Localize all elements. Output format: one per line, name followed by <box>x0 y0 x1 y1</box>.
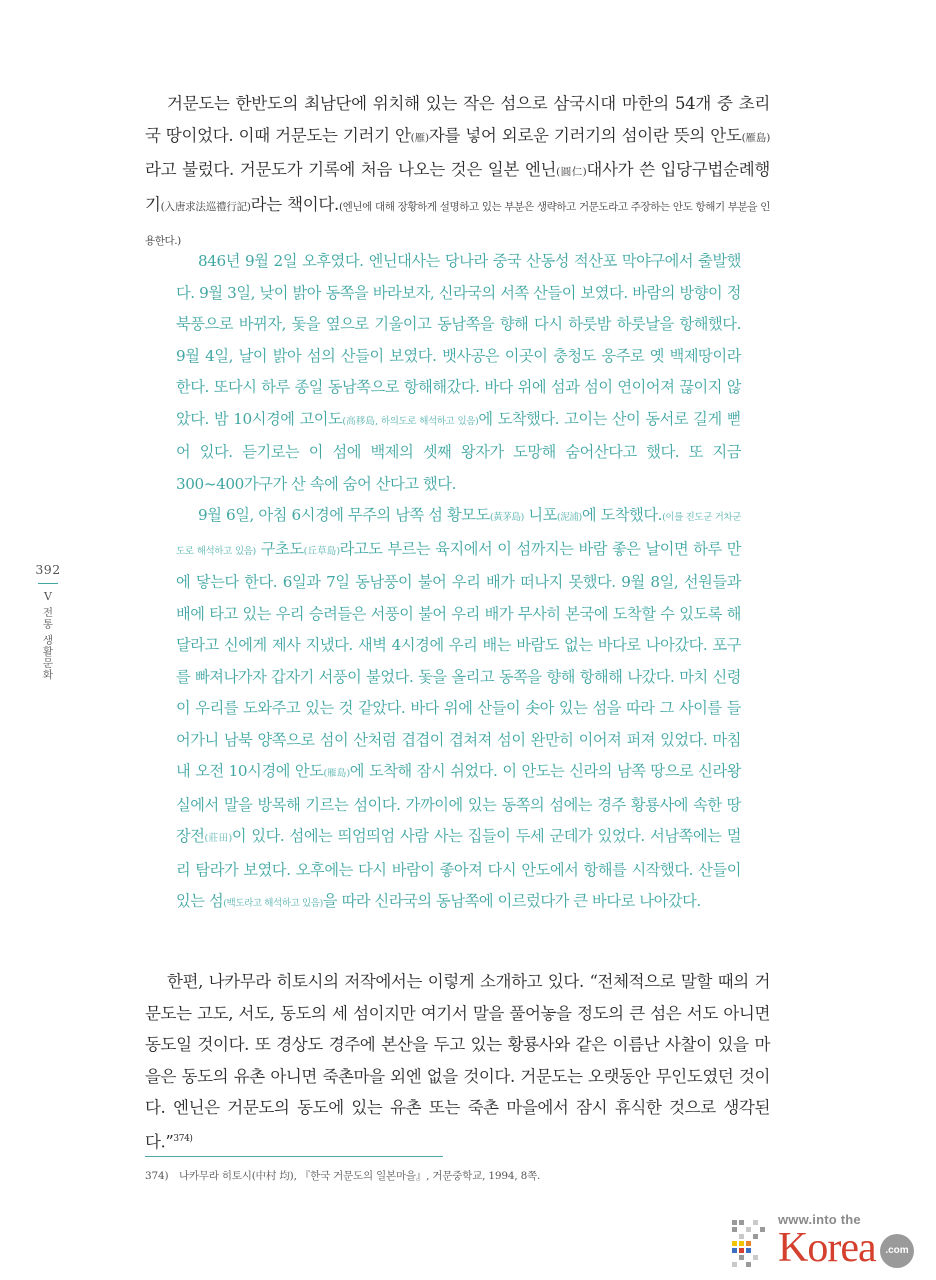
closing-text: 한편, 나카무라 히토시의 저작에서는 이렇게 소개하고 있다. “전체적으로 말할 때의 거문도는 고도, 서도, 동도의 세 섬이지만 여기서 말을 풀어놓을 정도의 큰 섬은 서도 아니면 동도일 것이다. 또 경상도 경주에 본산을 두고 있는 황룡사와 같은 이름난 사찰이 있을 마을은 동도의 유촌 아니면 죽촌마을 외엔 없을 것이다. 거문도는 오랫동안 무인도였던 것이다. 엔닌은 거문도의 동도에 있는 유촌 또는 죽촌 마을에서 잠시 휴식한 것으로 생각된다.” <box>145 972 770 1151</box>
quote-text: 846년 9월 2일 오후였다. 엔닌대사는 당나라 중국 산동성 적산포 막야구에서 출발했다. 9월 3일, 낮이 밝아 동쪽을 바라보자, 신라국의 서쪽 산들이 보였다. 바람의 방향이 정북풍으로 바뀌자, 돛을 옆으로 기울이고 동남쪽을 향해 다시 하룻밤 하룻날을 항해했다. 9월 4일, 날이 밝아 섬의 산들이 보였다. 뱃사공은 이곳이 충청도 웅주로 옛 백제땅이라 한다. 또다시 하루 종일 동남쪽으로 항해해갔다. 바다 위에 섬과 섬이 연이어져 끊이지 않았다. 밤 10시경에 고이도 <box>176 252 741 428</box>
quote-text: 에 도착했다. 고이는 산이 동서로 길게 뻗어 있다. 듣기로는 이 섬에 백제의 셋째 왕자가 도망해 숨어산다고 했다. 또 지금 300~400가구가 산 속에 숨어 산다고 했다. <box>176 409 741 493</box>
hanja-annotation: (雁島) <box>741 131 771 144</box>
quote-annotation: (雁島) <box>323 768 350 779</box>
hanja-annotation: (雁) <box>410 131 429 144</box>
intro-text-3: 자를 넣어 외로운 기러기의 섬이란 뜻의 안도 <box>428 125 742 145</box>
footnote <box>145 1168 540 1183</box>
hanja-annotation: (圓仁) <box>556 166 587 178</box>
quote-paragraph-1 <box>176 246 741 500</box>
quote-annotation: (莊田) <box>204 833 232 844</box>
quote-annotation: (黃茅島) <box>489 512 524 523</box>
closing-paragraph <box>145 966 770 1158</box>
quote-text: 을 따라 신라국의 동남쪽에 이르렀다가 큰 바다로 나아갔다. <box>322 892 701 910</box>
intro-paragraph <box>145 88 770 258</box>
quote-annotation: (高移島, 하의도로 해석하고 있음) <box>342 415 479 427</box>
footnote-reference[interactable]: 374) <box>173 1133 193 1144</box>
quoted-passage <box>176 246 741 920</box>
intro-text-1: 거문도는 한반도의 최남단에 위치해 있는 작은 섬으로 삼국시대 마한의 54개 중 초리국 땅이었다. 이때 거문도는 기러기 안 <box>145 94 770 145</box>
footnote-divider <box>145 1156 443 1157</box>
logo-wordmark: Korea <box>778 1225 876 1271</box>
side-divider <box>38 583 58 584</box>
footnote-text: 나카무라 히토시(中村 均), 『한국 거문도의 일본마을』, 거문중학교, 1994, 8쪽. <box>179 1170 541 1182</box>
side-marker <box>30 562 66 680</box>
quote-annotation: (이를 진도군 거차군도로 해석하고 있음) <box>176 512 741 557</box>
quote-annotation: (백도라고 해석하고 있음) <box>223 898 323 909</box>
hanja-annotation: (入唐求法巡禮行記) <box>160 200 251 213</box>
quote-annotation: (泥浦) <box>556 512 582 523</box>
logo-pixel-grid-icon <box>732 1220 772 1270</box>
intro-text-7: 대사가 쓴 입당구법순례행기 <box>145 160 771 214</box>
intro-text-5: 라고 불렀다. 거문도가 기록에 처음 나오는 것은 일본 엔닌 <box>145 160 557 179</box>
quote-text: 라고도 부르는 육지에서 이 섬까지는 바람 좋은 날이면 하루 만에 닿는다 한다. 6일과 7일 동남풍이 불어 우리 배가 떠나지 못했다. 9월 8일, 선원들과 배에 타고 있는 우리 승려들은 서풍이 불어 우리 배가 무사히 본국에 도착할 수 있도록 해달라고 신에게 제사 지냈다. 새벽 4시경에 우리 배는 바람도 없는 바다로 나아갔다. 포구를 빠져나가자 갑자기 서풍이 불었다. 돛을 올리고 동쪽을 향해 항해해 나갔다. 마치 신령이 우리를 도와주고 있는 것 같았다. 바다 위에 산들이 솟아 있는 섬을 따라 그 사이를 들어가니 남북 양쪽으로 섬이 산처럼 겹겹이 겹쳐져 섬이 완만히 이어져 퍼져 있었다. 마침내 오전 10시경에 안도 <box>176 539 742 780</box>
quote-text: 9월 6일, 아침 6시경에 무주의 남쪽 섬 황모도 <box>198 506 490 524</box>
quote-text: 에 도착해 잠시 쉬었다. 이 안도는 신라의 남쪽 땅으로 신라왕실에서 말을 방목해 기르는 섬이다. 가까이에 있는 동쪽의 섬에는 경주 황룡사에 속한 땅 장전 <box>176 762 741 845</box>
intro-editor-note: (엔닌에 대해 장황하게 설명하고 있는 부분은 생략하고 거문도라고 주장하는 안도 항해기 부분을 인용한다.) <box>145 200 770 247</box>
quote-paragraph-2 <box>176 500 741 920</box>
chapter-number: V <box>44 590 52 603</box>
quote-text: 에 도착했다. <box>581 506 663 524</box>
logo-com-badge: .com <box>880 1234 914 1268</box>
intro-text-9: 라는 책이다. <box>250 194 339 214</box>
logo-small-text: www.into the <box>778 1212 861 1227</box>
quote-annotation: (丘草島) <box>303 545 340 557</box>
chapter-title: 전통 생활문화 <box>41 607 54 681</box>
footnote-number: 374) <box>145 1170 169 1182</box>
page-number: 392 <box>35 562 61 577</box>
quote-text: 구초도 <box>255 539 304 558</box>
quote-text: 이 있다. 섬에는 띄엄띄엄 사람 사는 집들이 두세 군데가 있었다. 서남쪽에는 멀리 탐라가 보였다. 오후에는 다시 바람이 좋아져 다시 안도에서 항해를 시작했다. 산들이 있는 섬 <box>176 827 741 910</box>
quote-text: 니포 <box>523 506 557 524</box>
intothekorea-logo <box>728 1212 918 1274</box>
